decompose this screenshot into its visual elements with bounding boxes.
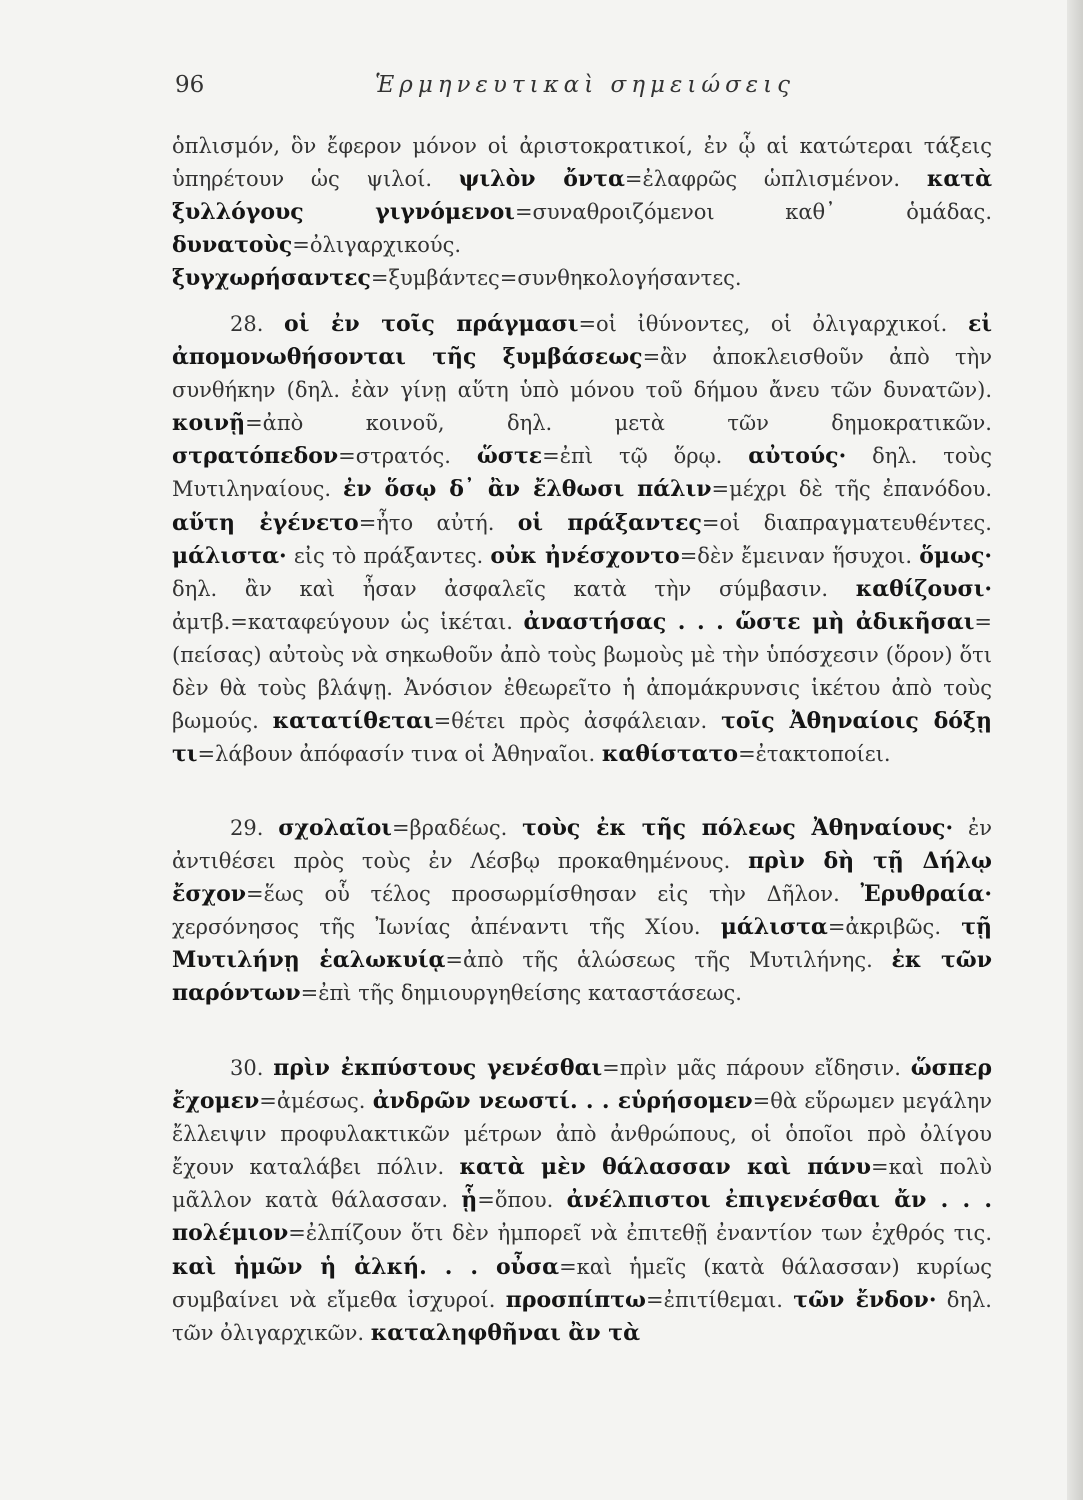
gloss-text: =ἐπὶ τῷ ὅρῳ. [542,444,749,469]
lemma-term: καθίστατο [601,741,739,768]
gloss-text: =ἀπὸ κοινοῦ, δηλ. μετὰ τῶν δημοκρατικῶν. [245,411,992,436]
lemma-term: στρατόπεδον [172,443,339,470]
gloss-text: δηλ. τοὺς Μυτιληναίους. [172,444,992,502]
lemma-term: αὕτη ἐγένετο [172,509,359,536]
gloss-text: =ἀμέσως. [259,1089,373,1114]
gloss-text: =ἐλπίζουν ὅτι δὲν ἠμπορεῖ νὰ ἐπιτεθῇ ἐναντίον των ἐχθρός τις. [288,1221,992,1246]
gloss-text: =στρατός. [338,444,477,469]
gloss-text: ἀμτβ.=καταφεύγουν ὡς ἱκέται. [172,609,524,634]
gloss-text: =θέτει πρὸς ἀσφάλειαν. [433,709,722,734]
gloss-text: =πρὶν μᾶς πάρουν εἴδησιν. [602,1056,911,1080]
lemma-term: Ἐρυθραία· [860,881,992,908]
gloss-text: εἰς τὸ πράξαντες. [286,543,491,568]
paragraph-note-28 [172,308,992,771]
lemma-term: ξυγχωρήσαντες [172,265,371,292]
lemma-term: τοῖς Ἀθηναίοις δόξῃ τι [172,708,992,768]
gloss-text: =μέχρι δὲ τῆς ἐπανόδου. [711,477,992,502]
lemma-term: αὐτούς· [748,443,847,470]
lemma-term: κατὰ ξυλλόγους γιγνόμενοι [172,166,992,226]
lemma-term: δυνατοὺς [172,232,293,259]
gloss-text: =ἂν ἀποκλεισθοῦν ἀπὸ τὴν συνθήκην (δηλ. ἐὰν γίνῃ αὕτη ὑπὸ μόνου τοῦ δήμου ἄνευ τῶν δυνατῶν). [172,345,992,403]
gloss-text: =(πείσας) αὐτοὺς νὰ σηκωθοῦν ἀπὸ τοὺς βωμοὺς μὲ τὴν ὑπόσχεσιν (ὅρον) ὅτι δὲν θὰ τοὺς βλάψῃ. Ἀνόσιον ἐθεωρεῖτο ἡ ἀπομάκρυνσις ἱκέτου ἀπὸ τοὺς βωμούς. [172,609,992,734]
lemma-term: ὅμως· [919,542,992,569]
gloss-text: ἐν ἀντιθέσει πρὸς τοὺς ἐν Λέσβῳ προκαθημένους. [172,816,992,874]
lemma-term: οὐκ ἠνέσχοντο [490,542,680,569]
lemma-term: οἱ πράξαντες [517,509,702,536]
lemma-term: καὶ ἡμῶν ἡ ἀλκή. . . οὖσα [172,1253,560,1280]
lemma-term: ᾗ [461,1187,478,1214]
lemma-term: πρὶν δὴ τῇ Δήλῳ ἔσχον [172,848,992,908]
gloss-text: 29. [230,816,279,840]
gloss-text: =οἱ διαπραγματευθέντες. [701,510,992,535]
gloss-text: =συναθροιζόμενοι καθ᾽ ὁμάδας. [514,200,992,225]
paragraph-note-30 [172,1052,992,1350]
gloss-text: =ἐπιτίθεμαι. [645,1287,794,1312]
paragraph-note-29 [172,812,992,1011]
lemma-term: πρὶν ἐκπύστους γενέσθαι [273,1055,603,1081]
lemma-term: κατατίθεται [272,708,434,735]
lemma-term: ὥστε [476,443,543,470]
gloss-text: ὁπλισμόν, ὃν ἔφερον μόνον οἱ ἀριστοκρατικοί, ἐν ᾧ αἱ κατώτεραι τάξεις ὑπηρέτουν ὡς ψιλοί. [172,134,992,192]
lemma-term: ἀναστήσας . . . ὥστε μὴ ἀδικῆσαι [523,608,975,635]
gloss-text: χερσόνησος τῆς Ἰωνίας ἀπέναντι τῆς Χίου. [172,915,721,940]
lemma-term: καταληφθῆναι ἂν τὰ [370,1319,641,1346]
gloss-text: =ἐπὶ τῆς δημιουργηθείσης καταστάσεως. [300,981,742,1006]
lemma-term: καθίζουσι· [855,575,992,602]
gloss-text: =βραδέως. [391,816,523,840]
gloss-text: =ἦτο αὐτή. [358,510,518,535]
gloss-text: =ἀπὸ τῆς ἁλώσεως τῆς Μυτιλήνης. [445,948,892,973]
gloss-text: =ὀλιγαρχικούς. [292,233,462,258]
lemma-term: ψιλὸν ὄντα [458,166,625,193]
gloss-text: =ξυμβάντες=συνθηκολογήσαντες. [370,266,742,291]
gloss-text: 28. [230,312,285,336]
gloss-text: =θὰ εὕρωμεν μεγάλην ἔλλειψιν προφυλακτικῶν μέτρων ἀπὸ ἀνθρώπους, οἱ ὁποῖοι πρὸ ὀλίγου ἔχουν καταλάβει πόλιν. [172,1089,992,1180]
gloss-text: 30. [230,1056,274,1080]
lemma-term: κοινῇ [172,410,246,437]
lemma-term: τῶν ἔνδον· [793,1286,937,1313]
gloss-text: =δὲν ἔμειναν ἥσυχοι. [679,543,920,568]
lemma-term: κατὰ μὲν θάλασσαν καὶ πάνυ [459,1154,871,1181]
gloss-text: δηλ. τῶν ὀλιγαρχικῶν. [172,1287,992,1345]
gloss-text: =λάβουν ἀπόφασίν τινα οἱ Ἀθηναῖοι. [197,742,602,767]
lemma-term: ἐν ὅσῳ δ᾽ ἂν ἔλθωσι πάλιν [342,476,712,503]
lemma-term: οἱ ἐν τοῖς πράγμασι [284,311,579,337]
page-number: 96 [175,72,205,98]
lemma-term: προσπίπτω [505,1286,646,1313]
page-edge-shadow [1067,0,1083,1500]
gloss-text: =ὅπου. [477,1188,567,1213]
gloss-text: =καὶ ἡμεῖς (κατὰ θάλασσαν) κυρίως συμβαίνει νὰ εἴμεθα ἰσχυροί. [172,1254,992,1312]
gloss-text: =ἀκριβῶς. [827,915,962,940]
lemma-term: μάλιστα· [172,542,287,569]
gloss-text: =ἐλαφρῶς ὡπλισμένον. [624,167,927,192]
lemma-term: ἀνέλπιστοι ἐπιγενέσθαι ἄν . . . πολέμιον [172,1187,992,1247]
lemma-term: ἐκ τῶν παρόντων [172,947,992,1007]
lemma-term: μάλιστα [720,914,828,941]
lemma-term: τοὺς ἐκ τῆς πόλεως Ἀθηναίους· [522,815,954,841]
gloss-text: δηλ. ἂν καὶ ἦσαν ἀσφαλεῖς κατὰ τὴν σύμβασιν. [172,576,856,601]
lemma-term: ἀνδρῶν νεωστί. . . εὑρήσομεν [372,1088,753,1115]
gloss-text: =ἕως οὗ τέλος προσωρμίσθησαν εἰς τὴν Δῆλον. [246,882,861,907]
lemma-term: ὥσπερ ἔχομεν [172,1055,993,1115]
lemma-term: εἰ ἀπομονωθήσονται τῆς ξυμβάσεως [172,311,992,371]
gloss-text: =καὶ πολὺ μᾶλλον κατὰ θάλασσαν. [172,1155,992,1213]
page-header [175,72,995,112]
paragraph-continuation [172,130,992,295]
gloss-text: =ἐτακτοποίει. [738,742,891,767]
running-title: Ἑρμηνευτικαὶ σημειώσεις [374,72,796,98]
lemma-term: τῇ Μυτιλήνῃ ἑαλωκυίᾳ [172,914,992,974]
gloss-text: =οἱ ἰθύνοντες, οἱ ὀλιγαρχικοί. [578,312,968,336]
lemma-term: σχολαῖοι [278,815,392,841]
